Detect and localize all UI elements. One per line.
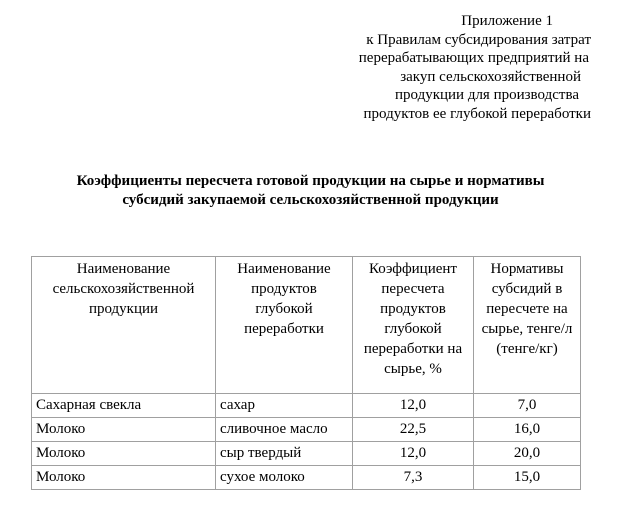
cell-subsidy: 7,0 — [474, 394, 581, 418]
cell-subsidy: 15,0 — [474, 466, 581, 490]
heading-line-1: Коэффициенты пересчета готовой продукции на сырье и нормативы — [76, 173, 545, 189]
heading-line-2: субсидий закупаемой сельскохозяйственной продукции — [122, 192, 499, 208]
appendix-note — [359, 12, 591, 123]
table-row — [32, 418, 581, 442]
coefficients-table — [31, 256, 581, 490]
table-row — [32, 442, 581, 466]
appendix-line: продукции для производства — [394, 87, 579, 103]
document-heading — [0, 172, 621, 210]
appendix-line: перерабатывающих предприятий на — [358, 50, 589, 66]
appendix-title: Приложение 1 — [461, 13, 553, 29]
header-product: Наименование сельскохозяйственной продукции — [32, 257, 216, 394]
cell-subsidy: 20,0 — [474, 442, 581, 466]
cell-coefficient: 12,0 — [353, 442, 474, 466]
table-row — [32, 394, 581, 418]
cell-deep-product: сливочное масло — [216, 418, 353, 442]
header-deep-products: Наименование продуктов глубокой переработки — [216, 257, 353, 394]
cell-deep-product: сыр твердый — [216, 442, 353, 466]
appendix-line: закуп сельскохозяйственной — [400, 68, 581, 85]
cell-subsidy: 16,0 — [474, 418, 581, 442]
cell-product: Молоко — [32, 442, 216, 466]
table-header-row — [32, 257, 581, 394]
cell-coefficient: 12,0 — [353, 394, 474, 418]
cell-coefficient: 22,5 — [353, 418, 474, 442]
header-subsidy-norms: Нормативы субсидий в пересчете на сырье, тенге/л (тенге/кг) — [474, 257, 581, 394]
cell-deep-product: сухое молоко — [216, 466, 353, 490]
appendix-line: к Правилам субсидирования затрат — [366, 31, 591, 48]
cell-product: Молоко — [32, 418, 216, 442]
cell-product: Молоко — [32, 466, 216, 490]
cell-product: Сахарная свекла — [32, 394, 216, 418]
header-coefficient: Коэффициент пересчета продуктов глубокой переработки на сырье, % — [353, 257, 474, 394]
cell-coefficient: 7,3 — [353, 466, 474, 490]
cell-deep-product: сахар — [216, 394, 353, 418]
appendix-line: продуктов ее глубокой переработки — [363, 105, 591, 122]
table-row — [32, 466, 581, 490]
